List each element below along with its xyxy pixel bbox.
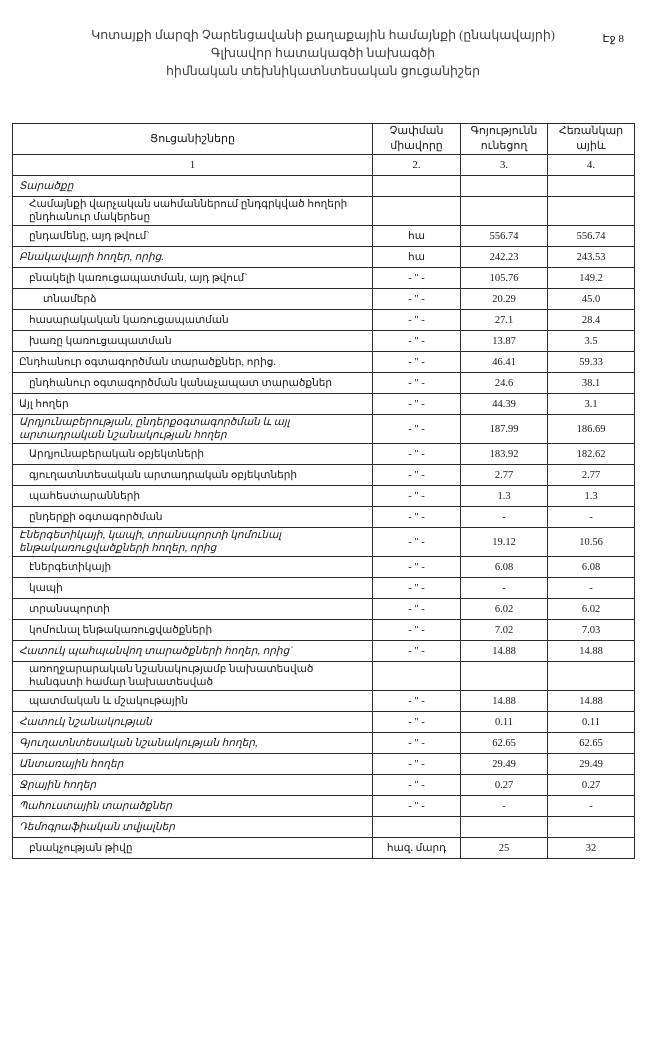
- indicators-table: [12, 123, 635, 859]
- row-prospective-value-cell: -: [548, 507, 635, 528]
- row-unit-cell: - " -: [373, 310, 461, 331]
- row-label-cell: [13, 197, 373, 226]
- row-existing-value-cell: 44.39: [461, 394, 548, 415]
- table-row: [13, 226, 635, 247]
- row-prospective-value-cell: 10.56: [548, 528, 635, 557]
- row-label-cell: [13, 247, 373, 268]
- row-prospective-value-cell: 149.2: [548, 268, 635, 289]
- table-row: [13, 733, 635, 754]
- row-label-cell: [13, 507, 373, 528]
- table-row: [13, 486, 635, 507]
- row-unit-cell: - " -: [373, 373, 461, 394]
- row-unit-cell: - " -: [373, 465, 461, 486]
- row-existing-value-cell: -: [461, 796, 548, 817]
- title-line-1: Կոտայքի մարզի Չարենցավանի քաղաքային համայնքի (ընակավայրի): [91, 28, 555, 42]
- row-label: պատմական և մշակութային: [29, 695, 189, 707]
- row-label: Պահուստային տարածքներ: [19, 800, 172, 812]
- header-prospective-line1: Հեռանկար: [558, 125, 624, 137]
- row-unit-cell: - " -: [373, 796, 461, 817]
- row-label-cell: [13, 662, 373, 691]
- row-label: խառը կառուցապատման: [29, 335, 172, 347]
- row-existing-value-cell: 14.88: [461, 691, 548, 712]
- row-label: Հատուկ պահպանվող տարածքների հողեր, որից`: [19, 645, 293, 657]
- title-line-2: Գլխավոր հատակագծի նախագծի: [210, 46, 436, 60]
- row-prospective-value-cell: [548, 817, 635, 838]
- header-existing-line2: ունեցող: [480, 140, 528, 152]
- row-label-cell: [13, 394, 373, 415]
- row-existing-value-cell: [461, 197, 548, 226]
- row-existing-value-cell: 25: [461, 838, 548, 859]
- row-existing-value-cell: 46.41: [461, 352, 548, 373]
- table-row: [13, 578, 635, 599]
- row-label: Հատուկ նշանակության: [19, 716, 152, 728]
- table-row: [13, 796, 635, 817]
- table-row: [13, 444, 635, 465]
- table-row: [13, 712, 635, 733]
- row-label-cell: [13, 352, 373, 373]
- row-existing-value-cell: 1.3: [461, 486, 548, 507]
- row-label: բնակելի կառուցապատման, այդ թվում`: [29, 272, 248, 284]
- row-label: Էներգետիկայի, կապի, տրանսպորտի կոմունալ ենթակառուցվածքների հողեր, որից: [19, 530, 282, 554]
- row-label-cell: [13, 641, 373, 662]
- row-existing-value-cell: 62.65: [461, 733, 548, 754]
- row-label-cell: [13, 817, 373, 838]
- row-label-cell: [13, 415, 373, 444]
- row-existing-value-cell: [461, 176, 548, 197]
- header-cell-prospective: [548, 124, 635, 155]
- row-prospective-value-cell: [548, 662, 635, 691]
- row-unit-cell: հա: [373, 247, 461, 268]
- row-prospective-value-cell: 182.62: [548, 444, 635, 465]
- row-prospective-value-cell: 3.5: [548, 331, 635, 352]
- row-prospective-value-cell: 2.77: [548, 465, 635, 486]
- row-existing-value-cell: 105.76: [461, 268, 548, 289]
- row-prospective-value-cell: 14.88: [548, 691, 635, 712]
- row-unit-cell: - " -: [373, 394, 461, 415]
- row-existing-value-cell: [461, 662, 548, 691]
- header-unit-line1: Չափման: [389, 125, 444, 137]
- table-row: [13, 557, 635, 578]
- row-existing-value-cell: 29.49: [461, 754, 548, 775]
- row-existing-value-cell: 6.02: [461, 599, 548, 620]
- row-unit-cell: - " -: [373, 415, 461, 444]
- row-prospective-value-cell: 6.08: [548, 557, 635, 578]
- row-label: ընդամենը, այդ թվում`: [29, 230, 150, 242]
- table-row: [13, 373, 635, 394]
- header-cell-unit: [373, 124, 461, 155]
- row-label: տրանսպորտի: [29, 603, 110, 615]
- row-label: բնակչության թիվը: [29, 842, 133, 854]
- row-prospective-value-cell: 32: [548, 838, 635, 859]
- row-prospective-value-cell: 6.02: [548, 599, 635, 620]
- row-prospective-value-cell: 0.11: [548, 712, 635, 733]
- row-label: Արդյունաբերության, ընդերքօգտագործման և այլ արտադրական նշանակության հողեր: [19, 417, 290, 441]
- page-number: Էջ 8: [602, 33, 624, 45]
- row-label: ընդերքի օգտագործման: [29, 511, 163, 523]
- table-row: [13, 691, 635, 712]
- row-prospective-value-cell: 186.69: [548, 415, 635, 444]
- row-label: Գյուղատնտեսական նշանակության հողեր,: [19, 737, 258, 749]
- row-label-cell: [13, 289, 373, 310]
- row-label-cell: [13, 176, 373, 197]
- row-prospective-value-cell: 38.1: [548, 373, 635, 394]
- row-label: կապի: [29, 582, 63, 594]
- row-label: հասարակական կառուցապատման: [29, 314, 229, 326]
- row-prospective-value-cell: 1.3: [548, 486, 635, 507]
- row-prospective-value-cell: 0.27: [548, 775, 635, 796]
- row-existing-value-cell: 183.92: [461, 444, 548, 465]
- row-prospective-value-cell: 28.4: [548, 310, 635, 331]
- row-unit-cell: - " -: [373, 289, 461, 310]
- indicators-table-wrapper: [12, 123, 634, 859]
- table-row: [13, 641, 635, 662]
- row-existing-value-cell: 13.87: [461, 331, 548, 352]
- row-unit-cell: - " -: [373, 578, 461, 599]
- row-label-cell: [13, 838, 373, 859]
- row-label: Արդյունաբերական օբյեկտների: [29, 448, 205, 460]
- row-existing-value-cell: 187.99: [461, 415, 548, 444]
- table-row: [13, 817, 635, 838]
- row-label: Այլ հողեր: [19, 398, 69, 410]
- row-prospective-value-cell: [548, 176, 635, 197]
- row-label: տնամերձ: [43, 293, 97, 305]
- row-unit-cell: - " -: [373, 641, 461, 662]
- document-title: [0, 26, 646, 80]
- row-label-cell: [13, 226, 373, 247]
- row-prospective-value-cell: 62.65: [548, 733, 635, 754]
- table-header-row: [13, 124, 635, 155]
- header-cell-indicator: Ցուցանիշները: [13, 124, 373, 155]
- row-label: Դեմոգրաֆիական տվյալներ: [19, 821, 175, 833]
- row-unit-cell: - " -: [373, 507, 461, 528]
- row-label-cell: [13, 775, 373, 796]
- row-label: գյուղատնտեսական արտադրական օբյեկտների: [29, 469, 298, 481]
- header-cell-existing: [461, 124, 548, 155]
- table-row: [13, 331, 635, 352]
- row-unit-cell: - " -: [373, 486, 461, 507]
- row-label-cell: [13, 599, 373, 620]
- row-unit-cell: - " -: [373, 712, 461, 733]
- row-existing-value-cell: 20.29: [461, 289, 548, 310]
- table-row: [13, 289, 635, 310]
- header-unit-line2: միավորը: [390, 140, 443, 152]
- row-existing-value-cell: [461, 817, 548, 838]
- row-unit-cell: - " -: [373, 444, 461, 465]
- table-row: [13, 176, 635, 197]
- table-number-row: [13, 155, 635, 176]
- table-body: [13, 176, 635, 859]
- row-unit-cell: - " -: [373, 599, 461, 620]
- table-row: [13, 197, 635, 226]
- number-cell-2: 2.: [373, 155, 461, 176]
- row-label: Ընդհանուր օգտագործման տարածքներ, որից.: [19, 356, 277, 368]
- row-existing-value-cell: 14.88: [461, 641, 548, 662]
- row-prospective-value-cell: 7.03: [548, 620, 635, 641]
- row-unit-cell: - " -: [373, 620, 461, 641]
- table-row: [13, 415, 635, 444]
- row-unit-cell: [373, 817, 461, 838]
- row-label-cell: [13, 310, 373, 331]
- row-label-cell: [13, 557, 373, 578]
- row-label-cell: [13, 691, 373, 712]
- table-row: [13, 394, 635, 415]
- row-unit-cell: [373, 197, 461, 226]
- table-row: [13, 352, 635, 373]
- number-cell-4: 4.: [548, 155, 635, 176]
- table-row: [13, 775, 635, 796]
- row-label: ընդհանուր օգտագործման կանաչապատ տարածքներ: [29, 377, 333, 389]
- table-row: [13, 247, 635, 268]
- row-unit-cell: հա: [373, 226, 461, 247]
- row-prospective-value-cell: -: [548, 578, 635, 599]
- row-prospective-value-cell: 243.53: [548, 247, 635, 268]
- table-row: [13, 310, 635, 331]
- table-row: [13, 662, 635, 691]
- row-unit-cell: - " -: [373, 754, 461, 775]
- row-existing-value-cell: -: [461, 507, 548, 528]
- row-label-cell: [13, 620, 373, 641]
- row-unit-cell: հազ. մարդ: [373, 838, 461, 859]
- row-label-cell: [13, 373, 373, 394]
- row-label-cell: [13, 528, 373, 557]
- table-row: [13, 599, 635, 620]
- row-existing-value-cell: 7.02: [461, 620, 548, 641]
- row-label-cell: [13, 444, 373, 465]
- table-row: [13, 754, 635, 775]
- row-prospective-value-cell: 59.33: [548, 352, 635, 373]
- table-row: [13, 528, 635, 557]
- number-cell-3: 3.: [461, 155, 548, 176]
- row-existing-value-cell: 242.23: [461, 247, 548, 268]
- row-label: պահեստարանների: [29, 490, 141, 502]
- header-prospective-line2: այիև: [576, 140, 606, 152]
- row-label-cell: [13, 486, 373, 507]
- row-existing-value-cell: 0.11: [461, 712, 548, 733]
- row-prospective-value-cell: 14.88: [548, 641, 635, 662]
- row-label-cell: [13, 465, 373, 486]
- title-line-3: հիմնական տեխնիկատնտեսական ցուցանիշեր: [165, 64, 480, 78]
- row-unit-cell: - " -: [373, 331, 461, 352]
- row-existing-value-cell: 6.08: [461, 557, 548, 578]
- table-row: [13, 268, 635, 289]
- row-label: Ջրային հողեր: [19, 779, 97, 791]
- row-unit-cell: - " -: [373, 352, 461, 373]
- row-label-cell: [13, 754, 373, 775]
- row-prospective-value-cell: 3.1: [548, 394, 635, 415]
- number-cell-1: 1: [13, 155, 373, 176]
- row-unit-cell: - " -: [373, 775, 461, 796]
- row-label: կոմունալ ենթակառուցվածքների: [29, 624, 213, 636]
- row-prospective-value-cell: [548, 197, 635, 226]
- row-label: Համայնքի վարչական սահմաններում ընդգրկված հողերի ընդհանուր մակերեսը: [29, 199, 348, 223]
- row-label-cell: [13, 712, 373, 733]
- row-label-cell: [13, 733, 373, 754]
- row-label: էներգետիկայի: [29, 561, 112, 573]
- row-label-cell: [13, 578, 373, 599]
- row-prospective-value-cell: 45.0: [548, 289, 635, 310]
- row-label: Բնակավայրի հողեր, որից.: [19, 251, 164, 263]
- row-existing-value-cell: 19.12: [461, 528, 548, 557]
- row-unit-cell: [373, 662, 461, 691]
- row-unit-cell: - " -: [373, 691, 461, 712]
- row-unit-cell: - " -: [373, 557, 461, 578]
- table-row: [13, 465, 635, 486]
- row-unit-cell: - " -: [373, 528, 461, 557]
- row-label: առողջարարական նշանակությամբ նախատեսված հանգստի համար նախատեսված: [29, 664, 314, 688]
- header-existing-line1: Գոյությունն: [470, 125, 538, 137]
- row-prospective-value-cell: 29.49: [548, 754, 635, 775]
- table-row: [13, 620, 635, 641]
- row-unit-cell: - " -: [373, 268, 461, 289]
- table-row: [13, 838, 635, 859]
- row-label-cell: [13, 331, 373, 352]
- row-label-cell: [13, 796, 373, 817]
- row-existing-value-cell: 2.77: [461, 465, 548, 486]
- row-existing-value-cell: 0.27: [461, 775, 548, 796]
- row-unit-cell: - " -: [373, 733, 461, 754]
- row-prospective-value-cell: 556.74: [548, 226, 635, 247]
- row-label-cell: [13, 268, 373, 289]
- row-existing-value-cell: 556.74: [461, 226, 548, 247]
- row-label: Անտառային հողեր: [19, 758, 124, 770]
- row-label: Տարածքը: [19, 180, 74, 192]
- row-existing-value-cell: 24.6: [461, 373, 548, 394]
- row-existing-value-cell: -: [461, 578, 548, 599]
- table-row: [13, 507, 635, 528]
- row-unit-cell: [373, 176, 461, 197]
- row-existing-value-cell: 27.1: [461, 310, 548, 331]
- row-prospective-value-cell: -: [548, 796, 635, 817]
